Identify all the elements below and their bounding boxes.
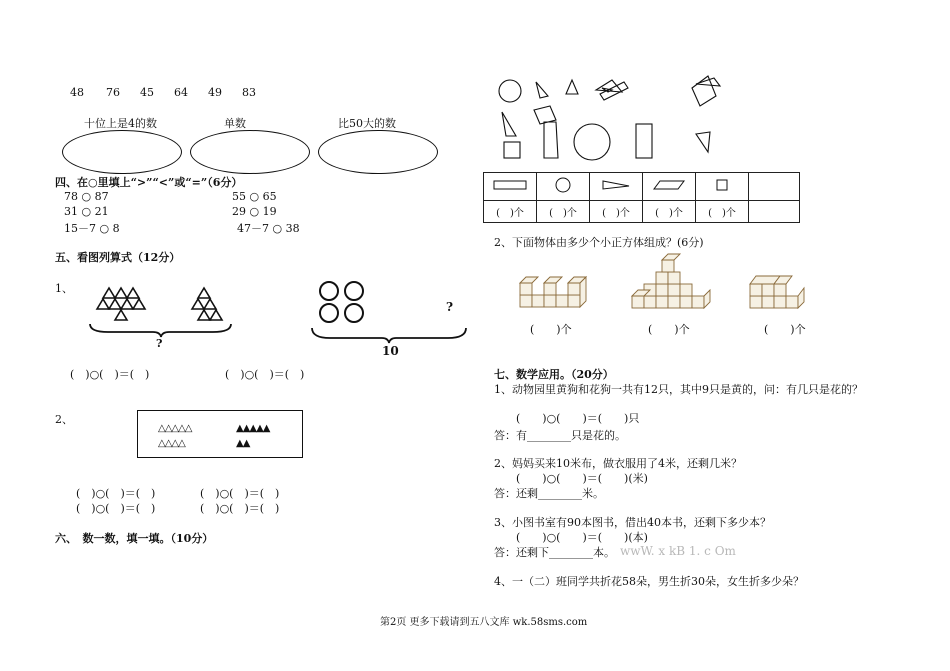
oval-label-tens-4: 十位上是4的数 [84, 117, 157, 130]
triangle-group-left [95, 286, 175, 322]
count-blank: ( )个 [537, 201, 590, 223]
answer-oval [190, 130, 310, 174]
oval-label-over-50: 比50大的数 [338, 117, 396, 130]
question-number: 2、 [55, 413, 73, 426]
triangle-group-right [190, 286, 230, 322]
oval-label-odd: 单数 [224, 117, 246, 130]
word-problem: 3、小图书室有90本图书，借出40本书，还剩下多少本？ [494, 516, 771, 529]
brace-under-circles [310, 326, 468, 344]
number: 45 [140, 86, 154, 99]
section-4-title: 四、在○里填上“>”“<”或“=”（6分） [55, 176, 243, 189]
triangle-icon [590, 173, 643, 201]
formula-blank: ( )○( )＝( )(本) [516, 531, 648, 544]
black-triangles: ▲▲ [236, 438, 250, 449]
compare-item: 47－7 ○ 38 [237, 222, 300, 235]
count-blank: ( )个 [484, 201, 537, 223]
formula-blank: ( )○( )＝( ) [76, 502, 156, 515]
count-blank: ( )个 [590, 201, 643, 223]
answer-line: 答：还剩________米。 [494, 487, 604, 500]
parallelogram-icon [643, 173, 696, 201]
question-mark: ? [156, 337, 163, 350]
cube-count-blank: ( )个 [648, 323, 690, 336]
word-problem: 1、动物园里黄狗和花狗一共有12只，其中9只是黄的，问：有几只是花的？ [494, 383, 863, 396]
compare-item: 31 ○ 21 [64, 205, 109, 218]
watermark: wwW. x kB 1. c Om [620, 544, 736, 558]
brace-under-triangles [88, 322, 233, 338]
shape-count-table [483, 172, 800, 223]
formula-blank: ( )○( )＝( ) [225, 368, 305, 381]
shape-collection [496, 76, 736, 168]
formula-blank: ( )○( )＝( ) [76, 487, 156, 500]
compare-item: 15－7 ○ 8 [64, 222, 120, 235]
formula-blank: ( )○( )＝( )(米) [516, 472, 648, 485]
section-5-title: 五、看图列算式（12分） [55, 251, 181, 264]
total-label: 10 [382, 344, 399, 358]
triangle-box [137, 410, 303, 458]
white-triangles: △△△△△ [158, 423, 192, 434]
word-problem: 2、妈妈买来10米布，做衣服用了4米，还剩几米？ [494, 457, 742, 470]
square-icon [696, 173, 749, 201]
answer-oval [318, 130, 438, 174]
rectangle-icon [484, 173, 537, 201]
circle-icon [537, 173, 590, 201]
cube-count-blank: ( )个 [530, 323, 572, 336]
black-triangles: ▲▲▲▲▲ [236, 423, 270, 434]
answer-oval [62, 130, 182, 174]
number: 83 [242, 86, 256, 99]
number: 76 [106, 86, 120, 99]
cube-stack-3 [748, 268, 808, 318]
compare-item: 29 ○ 19 [232, 205, 277, 218]
question-number: 1、 [55, 282, 73, 295]
answer-line: 答：还剩下________本。 [494, 546, 615, 559]
section-7-title: 七、数学应用。（20分） [494, 368, 614, 381]
count-blank: ( )个 [643, 201, 696, 223]
count-blank: ( )个 [696, 201, 749, 223]
number: 48 [70, 86, 84, 99]
number: 64 [174, 86, 188, 99]
cube-question: 2、下面物体由多少个小正方体组成？(6分) [494, 236, 704, 249]
white-triangles: △△△△ [158, 438, 185, 449]
section-6-title: 六、 数一数，填一填。（10分） [55, 532, 214, 545]
circle-group [318, 280, 370, 324]
cube-stack-2 [630, 248, 714, 318]
formula-blank: ( )○( )＝( )只 [516, 412, 640, 425]
formula-blank: ( )○( )＝( ) [200, 487, 280, 500]
formula-blank: ( )○( )＝( ) [200, 502, 280, 515]
compare-item: 78 ○ 87 [64, 190, 109, 203]
word-problem: 4、一（二）班同学共折花58朵，男生折30朵，女生折多少朵？ [494, 575, 804, 588]
compare-item: 55 ○ 65 [232, 190, 277, 203]
question-mark: ? [446, 300, 454, 314]
formula-blank: ( )○( )＝( ) [70, 368, 150, 381]
page-footer: 第2页 更多下载请到五八文库 wk.58sms.com [380, 617, 588, 628]
cube-count-blank: ( )个 [764, 323, 806, 336]
number: 49 [208, 86, 222, 99]
cube-stack-1 [518, 273, 594, 317]
answer-line: 答：有________只是花的。 [494, 429, 626, 442]
